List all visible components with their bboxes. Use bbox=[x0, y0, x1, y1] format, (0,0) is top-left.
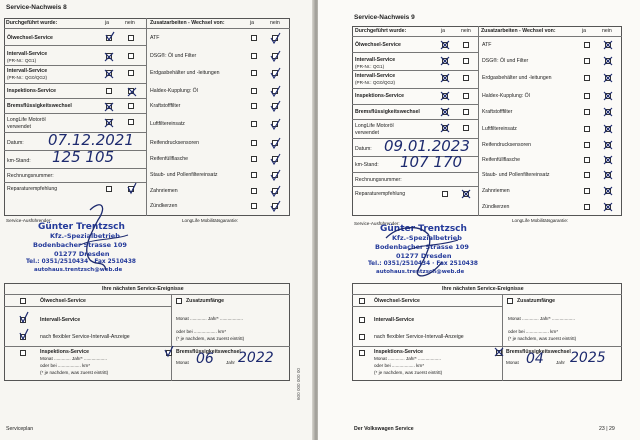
handwritten-check-interval bbox=[18, 311, 30, 325]
invoice-number-label: Rechnungsnummer: bbox=[355, 177, 402, 183]
footer-section: Serviceplan bbox=[6, 426, 34, 432]
handwritten-checks-extras bbox=[268, 30, 284, 214]
next-inspection-km: oder bei .................. km* bbox=[40, 363, 91, 368]
checkbox-extra-yes[interactable] bbox=[251, 88, 257, 94]
repair-recommendation-label: Reparaturempfehlung bbox=[355, 191, 406, 197]
side-code: 600 000 000 00 bbox=[296, 368, 301, 400]
checkbox-extra-yes[interactable] bbox=[584, 172, 590, 178]
workshop-label: Service-Ausführender: bbox=[354, 221, 400, 226]
next-brake-month-label: Monat bbox=[506, 360, 519, 365]
signature bbox=[378, 220, 468, 284]
date-value: 07.12.2021 bbox=[48, 131, 134, 149]
checkbox-extra-yes[interactable] bbox=[251, 188, 257, 194]
date-label: Datum: bbox=[7, 140, 24, 146]
extra-fuel-filter: Kraftstofffilter bbox=[150, 103, 181, 109]
extra-work-header: Zusatzarbeiten - Wechsel von: bbox=[481, 28, 556, 34]
extra-timing-belt: Zahnriemen bbox=[482, 188, 510, 194]
service-brake-fluid: Bremsflüssigkeitswechsel bbox=[355, 109, 420, 115]
handwritten-marks bbox=[440, 38, 480, 138]
invoice-number-label: Rechnungsnummer: bbox=[7, 173, 54, 179]
stamp-city: 01277 Dresden bbox=[54, 250, 110, 258]
next-brake-year-label: Jahr bbox=[556, 360, 565, 365]
next-interval-service: Intervall-Service bbox=[374, 317, 415, 323]
extra-tyre-sealant: Reifenfüllflasche bbox=[150, 156, 189, 162]
service-interval-qg1: Intervall-Service bbox=[7, 51, 48, 57]
stamp-phone: Tel.: 0351/2510434 · Fax 2510438 bbox=[368, 261, 478, 267]
next-inspection-km: oder bei .................. km* bbox=[374, 363, 425, 368]
footer-section: Der Volkswagen Service bbox=[354, 426, 414, 432]
next-interval-service: Intervall-Service bbox=[40, 317, 81, 323]
checkbox-extra-yes[interactable] bbox=[584, 157, 590, 163]
extra-atf: ATF bbox=[482, 42, 492, 48]
performed-header: Durchgeführt wurde: bbox=[355, 28, 407, 34]
next-extra-note: (* je nachdem, was zuerst eintritt) bbox=[176, 336, 245, 341]
next-brake-year-label: Jahr bbox=[226, 360, 235, 365]
service-interval-qg0-code: (PR-Nr.: QG0/QG2) bbox=[7, 75, 48, 80]
checkbox-extra-yes[interactable] bbox=[584, 109, 590, 115]
next-inspection-note: (* je nachdem, was zuerst eintritt) bbox=[374, 370, 443, 375]
service-interval-qg0-code: (PR-Nr.: QG0/QG2) bbox=[355, 80, 396, 85]
stamp-phone: Tel.: 0351/2510434 · Fax 2510438 bbox=[26, 259, 136, 265]
stamp-type: Kfz.-Spezialbetrieb bbox=[50, 232, 120, 240]
checkbox-extra-yes[interactable] bbox=[584, 58, 590, 64]
extra-cng-tank: Erdgasbehälter und -leitungen bbox=[482, 75, 552, 81]
service-inspection: Inspektions-Service bbox=[355, 93, 405, 99]
handwritten-check-flex bbox=[18, 328, 30, 342]
checkbox-extra-yes[interactable] bbox=[584, 188, 590, 194]
page-numbers: 23 | 29 bbox=[599, 426, 615, 432]
checkbox-extra-yes[interactable] bbox=[251, 35, 257, 41]
checkbox-repair-yes[interactable] bbox=[442, 191, 448, 197]
service-interval-qg0: Intervall-Service bbox=[355, 73, 396, 79]
extra-air-filter: Luftfiltereinsatz bbox=[482, 126, 517, 132]
extra-fuel-filter: Kraftstofffilter bbox=[482, 109, 513, 115]
service-record-page-9 bbox=[318, 0, 640, 440]
next-events-title: Ihre nächsten Service-Ereignisse bbox=[442, 286, 524, 292]
extra-haldex: Haldex-Kupplung: Öl bbox=[150, 88, 198, 94]
next-inspection-note: (* je nachdem, was zuerst eintritt) bbox=[40, 370, 109, 375]
stamp-name: Günter Trentzsch bbox=[38, 222, 125, 232]
service-interval-qg1-code: (PR-Nr.: QG1) bbox=[7, 58, 37, 63]
extra-tpms: Reifendrucksensoren bbox=[150, 140, 200, 146]
longlife-guarantee-label: LongLife Mobilitätsgarantie: bbox=[182, 218, 239, 223]
next-brake-month-value: 04 bbox=[526, 351, 544, 367]
extra-yes-header: ja bbox=[250, 20, 255, 26]
extra-haldex: Haldex-Kupplung: Öl bbox=[482, 93, 530, 99]
service-interval-qg0: Intervall-Service bbox=[7, 68, 48, 74]
checkbox-extra-yes[interactable] bbox=[251, 70, 257, 76]
next-brake-month-label: Monat bbox=[176, 360, 189, 365]
checkbox-repair-yes[interactable] bbox=[106, 186, 112, 192]
handwritten-x-repair bbox=[460, 187, 472, 201]
checkbox-extra-yes[interactable] bbox=[251, 156, 257, 162]
extra-spark-plugs: Zündkerzen bbox=[150, 203, 178, 209]
extra-no-header: nein bbox=[602, 28, 612, 34]
handwritten-x-brake bbox=[493, 345, 505, 359]
handwritten-x-extras bbox=[602, 38, 616, 216]
workshop-label: Service-Ausführender: bbox=[6, 218, 52, 223]
extra-cng-tank: Erdgasbehälter und -leitungen bbox=[150, 70, 220, 76]
checkbox-next-oil[interactable] bbox=[20, 298, 26, 304]
service-longlife-oil-sub: verwendet bbox=[7, 124, 31, 130]
extra-tpms: Reifendrucksensoren bbox=[482, 142, 532, 148]
next-oil-change: Ölwechsel-Service bbox=[40, 298, 86, 304]
extra-pollen-filter: Staub- und Pollenfiltereinsatz bbox=[482, 172, 550, 178]
extra-dsg: DSG®: Öl und Filter bbox=[482, 58, 529, 64]
checkbox-extra-yes[interactable] bbox=[251, 53, 257, 59]
checkbox-next-extra[interactable] bbox=[176, 298, 182, 304]
extra-work-header: Zusatzarbeiten - Wechsel von: bbox=[150, 20, 225, 26]
service-longlife-oil: LongLife Motoröl bbox=[7, 117, 46, 123]
next-inspection-month: Monat ............. Jahr* .................. bbox=[374, 356, 441, 361]
checkbox-extra-yes[interactable] bbox=[584, 42, 590, 48]
stamp-type: Kfz.-Spezialbetrieb bbox=[392, 234, 462, 242]
stamp-email: autohaus.trentzsch@web.de bbox=[376, 269, 465, 275]
no-header: nein bbox=[461, 28, 471, 34]
service-longlife-oil-sub: verwendet bbox=[355, 130, 379, 136]
page-title: Service-Nachweis 8 bbox=[6, 4, 67, 11]
next-brake-year-value: 2025 bbox=[570, 350, 606, 366]
handwritten-check-brake bbox=[163, 345, 175, 359]
stamp-street: Bodenbacher Strasse 109 bbox=[375, 243, 469, 251]
checkbox-extra-yes[interactable] bbox=[584, 93, 590, 99]
service-oil-change: Ölwechsel-Service bbox=[7, 35, 53, 41]
next-brake-month-value: 06 bbox=[196, 351, 214, 367]
checkbox-extra-yes[interactable] bbox=[584, 204, 590, 210]
checkbox-extra-yes[interactable] bbox=[251, 172, 257, 178]
column-divider bbox=[146, 18, 147, 216]
checkbox-next-inspection[interactable] bbox=[359, 350, 365, 356]
longlife-guarantee-label: LongLife Mobilitätsgarantie: bbox=[512, 218, 569, 223]
date-value: 09.01.2023 bbox=[384, 137, 470, 155]
date-label: Datum: bbox=[355, 146, 372, 152]
service-brake-fluid: Bremsflüssigkeitswechsel bbox=[7, 103, 72, 109]
next-inspection-month: Monat ............. Jahr* .................. bbox=[40, 356, 107, 361]
checkbox-next-oil[interactable] bbox=[359, 298, 365, 304]
next-extra-km: oder bei .................. km* bbox=[508, 329, 559, 334]
next-brake-fluid: Bremsflüssigkeitswechsel bbox=[506, 349, 571, 355]
service-interval-qg1: Intervall-Service bbox=[355, 57, 396, 63]
next-brake-year-value: 2022 bbox=[238, 350, 274, 366]
performed-header: Durchgeführt wurde: bbox=[6, 20, 58, 26]
next-oil-change: Ölwechsel-Service bbox=[374, 298, 420, 304]
service-oil-change: Ölwechsel-Service bbox=[355, 42, 401, 48]
checkbox-next-flex[interactable] bbox=[359, 334, 365, 340]
next-flex-indicator: nach flexibler Service-Intervall-Anzeige bbox=[40, 334, 130, 340]
extra-spark-plugs: Zündkerzen bbox=[482, 204, 510, 210]
next-inspection: Inspektions-Service bbox=[374, 349, 424, 355]
next-extra-note: (* je nachdem, was zuerst eintritt) bbox=[508, 336, 577, 341]
next-extra-work: Zusatzumfänge bbox=[517, 298, 556, 304]
no-header: nein bbox=[125, 20, 135, 26]
signature bbox=[60, 200, 140, 280]
extra-atf: ATF bbox=[150, 35, 160, 41]
extra-no-header: nein bbox=[270, 20, 280, 26]
next-inspection: Inspektions-Service bbox=[40, 349, 90, 355]
checkbox-next-interval[interactable] bbox=[359, 317, 365, 323]
extra-pollen-filter: Staub- und Pollenfiltereinsatz bbox=[150, 172, 218, 178]
checkbox-extra-yes[interactable] bbox=[251, 140, 257, 146]
km-label: km-Stand: bbox=[355, 162, 379, 168]
checkbox-extra-yes[interactable] bbox=[251, 103, 257, 109]
checkbox-extra-yes[interactable] bbox=[584, 126, 590, 132]
next-extra-month: Monat ............. Jahr* .................. bbox=[508, 316, 575, 321]
header-rule bbox=[4, 28, 290, 29]
stamp-name: Günter Trentzsch bbox=[380, 224, 467, 234]
service-interval-qg1-code: (PR-Nr.: QG1) bbox=[355, 64, 385, 69]
next-flex-indicator: nach flexibler Service-Intervall-Anzeige bbox=[374, 334, 464, 340]
stamp-email: autohaus.trentzsch@web.de bbox=[34, 267, 123, 273]
next-brake-fluid: Bremsflüssigkeitswechsel bbox=[176, 349, 241, 355]
yes-header: ja bbox=[441, 28, 446, 34]
handwritten-check-repair bbox=[126, 182, 138, 196]
checkbox-next-extra[interactable] bbox=[507, 298, 513, 304]
km-value: 125 105 bbox=[52, 148, 115, 166]
yes-header: ja bbox=[105, 20, 110, 26]
checkbox-extra-yes[interactable] bbox=[584, 142, 590, 148]
next-extra-work: Zusatzumfänge bbox=[186, 298, 225, 304]
next-extra-km: oder bei .................. km* bbox=[176, 329, 227, 334]
stamp-street: Bodenbacher Strasse 109 bbox=[33, 241, 127, 249]
next-extra-month: Monat ............. Jahr* .................. bbox=[176, 316, 243, 321]
page-title: Service-Nachweis 9 bbox=[354, 14, 415, 21]
service-inspection: Inspektions-Service bbox=[7, 88, 57, 94]
next-events-title: Ihre nächsten Service-Ereignisse bbox=[102, 286, 184, 292]
repair-recommendation-label: Reparaturempfehlung bbox=[7, 186, 58, 192]
km-label: km-Stand: bbox=[7, 158, 31, 164]
extra-timing-belt: Zahnriemen bbox=[150, 188, 178, 194]
km-value: 107 170 bbox=[400, 153, 463, 171]
stamp-city: 01277 Dresden bbox=[396, 252, 452, 260]
extra-dsg: DSG®: Öl und Filter bbox=[150, 53, 197, 59]
service-record-page-8 bbox=[0, 0, 314, 440]
handwritten-checkmarks bbox=[104, 30, 144, 130]
checkbox-extra-yes[interactable] bbox=[251, 121, 257, 127]
checkbox-next-inspection[interactable] bbox=[20, 350, 26, 356]
service-longlife-oil: LongLife Motoröl bbox=[355, 123, 394, 129]
extra-tyre-sealant: Reifenfüllflasche bbox=[482, 157, 521, 163]
extra-air-filter: Luftfiltereinsatz bbox=[150, 121, 185, 127]
extra-yes-header: ja bbox=[582, 28, 587, 34]
checkbox-extra-yes[interactable] bbox=[251, 203, 257, 209]
checkbox-extra-yes[interactable] bbox=[584, 75, 590, 81]
